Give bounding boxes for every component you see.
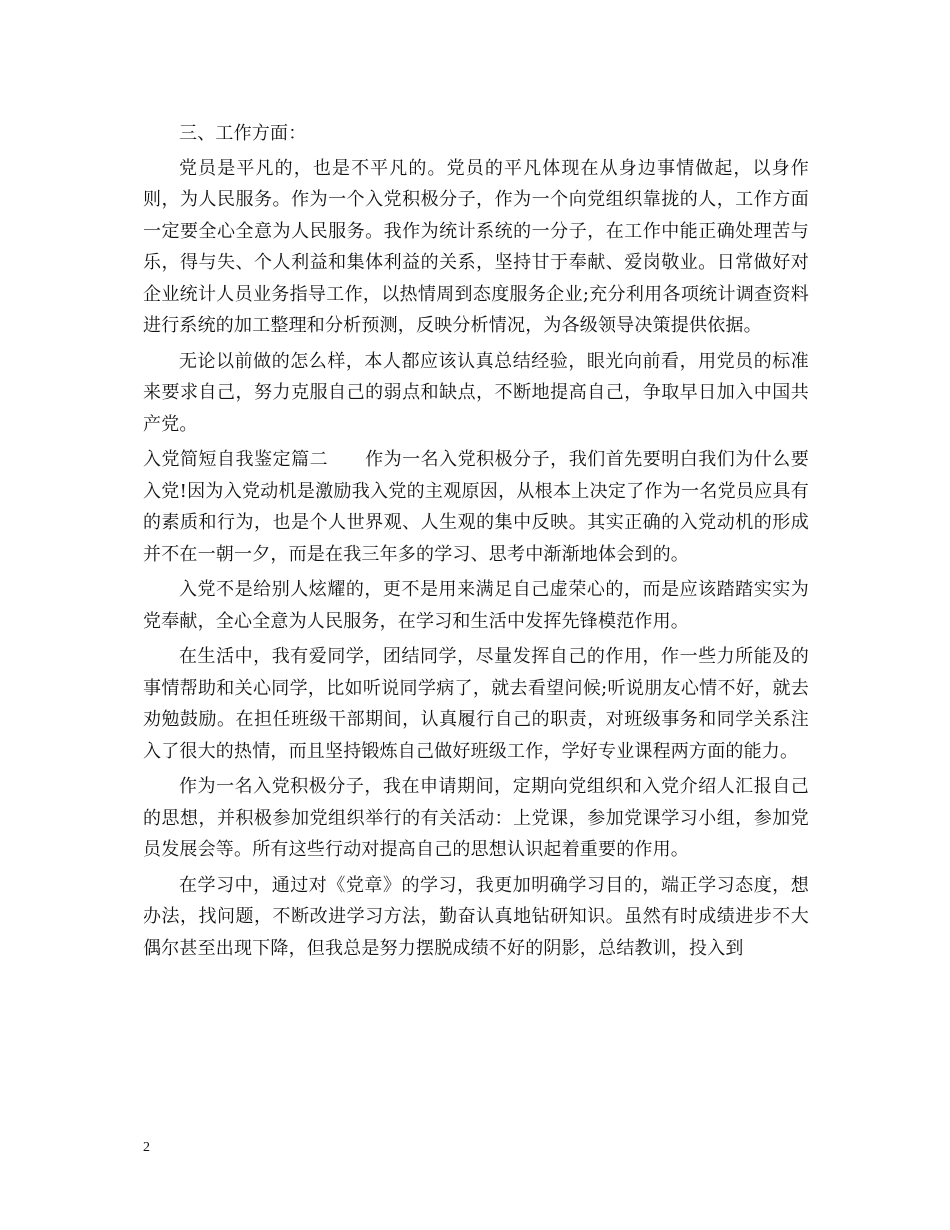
paragraph-conclusion: 无论以前做的怎么样，本人都应该认真总结经验，眼光向前看，用党员的标准来要求自己，努力克服自己的弱点和缺点，不断地提高自己，争取早日加入中国共产党。 — [143, 350, 809, 435]
document-body — [143, 118, 809, 968]
page-number: 2 — [143, 1140, 150, 1155]
paragraph-motivation: 入党不是给别人炫耀的，更不是用来满足自己虚荣心的，而是应该踏踏实实为党奉献，全心全意为人民服务，在学习和生活中发挥先锋模范作用。 — [143, 579, 809, 632]
paragraph-study: 在学习中，通过对《党章》的学习，我更加明确学习目的，端正学习态度，想办法，找问题，不断改进学习方法，勤奋认真地钻研知识。虽然有时成绩进步不大偶尔甚至出现下降，但我总是努力摆脱成绩不好的阴影，总结教训，投入到 — [143, 874, 809, 959]
paragraph-article-two-intro: 入党简短自我鉴定篇二 作为一名入党积极分子，我们首先要明白我们为什么要入党!因为入党动机是激励我入党的主观原因，从根本上决定了作为一名党员应具有的素质和行为，也是个人世界观、人生观的集中反映。其实正确的入党动机的形成并不在一朝一夕，而是在我三年多的学习、思考中渐渐地体会到的。 — [143, 449, 809, 565]
section-heading-work: 三、工作方面： — [179, 123, 307, 144]
paragraph-life: 在生活中，我有爱同学，团结同学，尽量发挥自己的作用，作一些力所能及的事情帮助和关心同学，比如听说同学病了，就去看望问候;听说朋友心情不好，就去劝勉鼓励。在担任班级干部期间，认真履行自己的职责，对班级事务和同学关系注入了很大的热情，而且坚持锻炼自己做好班级工作，学好专业课程两方面的能力。 — [143, 646, 809, 762]
paragraph-work-description: 党员是平凡的，也是不平凡的。党员的平凡体现在从身边事情做起，以身作则，为人民服务。作为一个入党积极分子，作为一个向党组织靠拢的人，工作方面一定要全心全意为人民服务。我作为统计系统的一分子，在工作中能正确处理苦与乐，得与失、个人利益和集体利益的关系，坚持甘于奉献、爱岗敬业。日常做好对企业统计人员业务指导工作，以热情周到态度服务企业;充分利用各项统计调查资料进行系统的加工整理和分析预测，反映分析情况，为各级领导决策提供依据。 — [143, 157, 809, 336]
paragraph-activities: 作为一名入党积极分子，我在申请期间，定期向党组织和入党介绍人汇报自己的思想，并积极参加党组织举行的有关活动：上党课，参加党课学习小组，参加党员发展会等。所有这些行动对提高自己的思想认识起着重要的作用。 — [143, 776, 809, 860]
